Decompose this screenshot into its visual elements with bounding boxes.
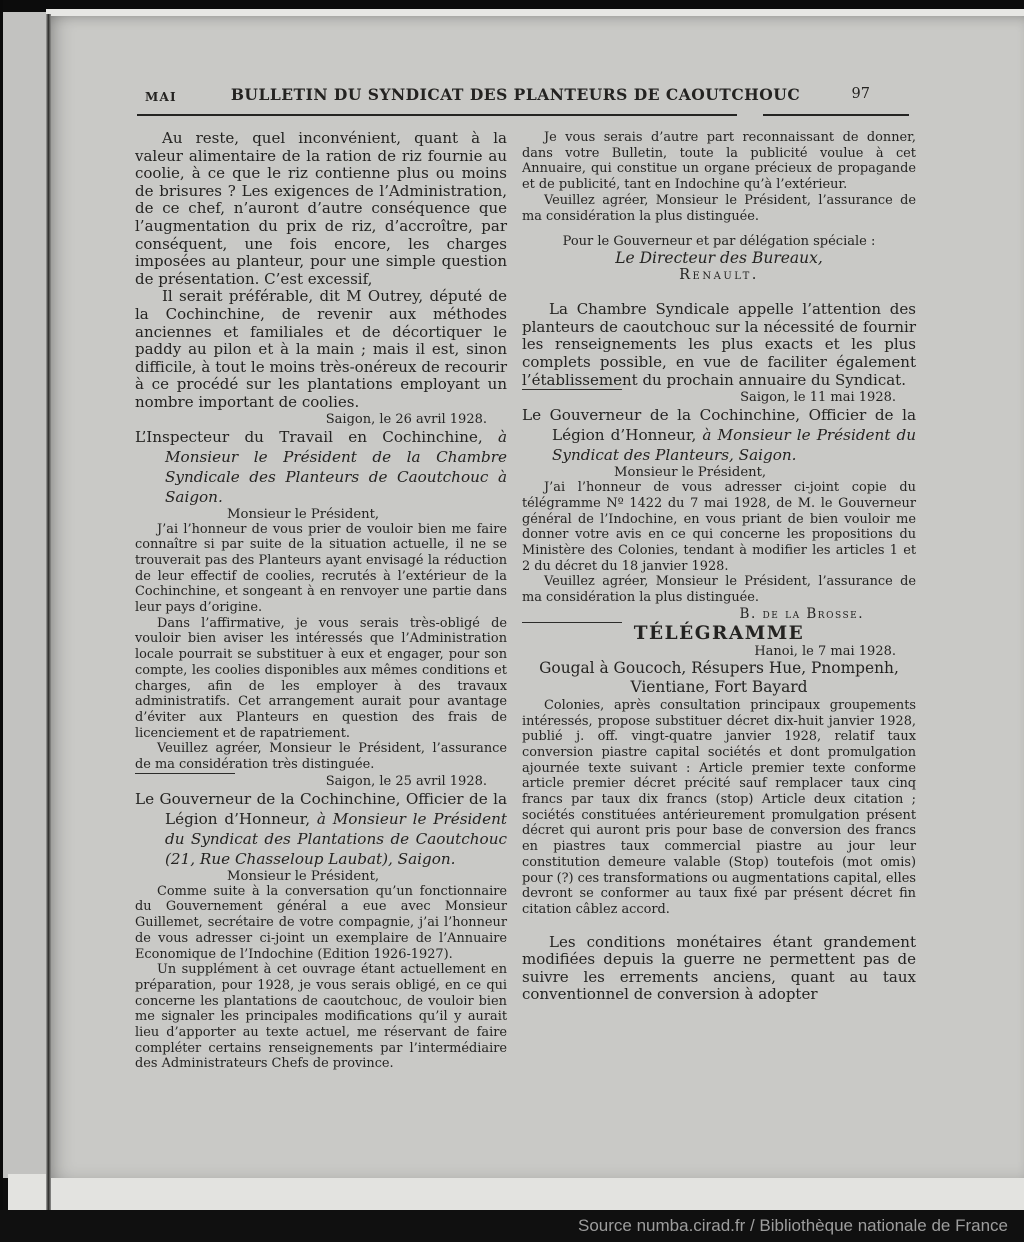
letter-address-heading: [135, 427, 507, 507]
document-page: [51, 16, 1024, 1178]
paragraph: Dans l’affirmative, je vous serais très-obligé de vouloir bien aviser les intéressés que l’Administration locale pourrait se substituer à eux et engager, pour son compte, les coolies disponibles aux mêmes conditions et charges, afin de les employer à des travaux administratifs. Cet arrangement aurait pour avantage d’éviter aux Planteurs en question des frais de licenciement et de rapatriement.: [135, 615, 507, 741]
left-column: [135, 130, 507, 1072]
addressee-italic: à Monsieur le Président du Syndicat des Planteurs, Saigon.: [552, 426, 916, 465]
telegram-recipients: Gougal à Goucoch, Résupers Hue, Pnompenh, Vientiane, Fort Bayard: [539, 658, 899, 697]
journal-title: BULLETIN DU SYNDICAT DES PLANTEURS DE CAOUTCHOUC: [230, 85, 801, 104]
paragraph: Colonies, après consultation principaux groupements intéressés, propose substituer décret dix-huit janvier 1928, publié j. off. vingt-quatre janvier 1928, relatif taux conversion piastre capital sociétés et dont promulgation ajournée texte suivant : Article premier texte conforme article premier décret précité sauf remplacer taux cinq francs par taux dix francs (stop) Article deux citation ; sociétés constituées antérieurement promulgation présent décret qui auront pris pour base de conversion des francs en piastres taux commercial piastre au jour leur constitution demeure valable (Stop) toutefois (mot omis) pour (?) ces transformations ou augmentations capital, elles devront se conformer au taux fixé par présent décret fin citation câblez accord.: [522, 697, 916, 917]
right-column: [522, 130, 916, 1072]
letter-address-heading: [522, 405, 916, 465]
source-attribution: Source numba.cirad.fr / Bibliothèque nationale de France: [578, 1216, 1008, 1235]
paragraph: Les conditions monétaires étant grandement modifiées depuis la guerre ne permettent pas de suivre les errements anciens, quant au taux conventionnel de conversion à adopter: [522, 932, 916, 1004]
paragraph: Il serait préférable, dit M Outrey, député de la Cochinchine, de revenir aux méthodes anciennes et familiales et de décortiquer le paddy au pilon et à la main ; mais il est, sinon difficile, à tout le moins très-onéreux de recourir à ce procédé sur les plantations employant un nombre important de coolies.: [135, 287, 507, 411]
page-header: [135, 82, 916, 122]
signature-role: Le Directeur des Bureaux,: [615, 249, 823, 268]
paragraph: Veuillez agréer, Monsieur le Président, l’assurance de ma considération très distinguée.: [135, 741, 507, 773]
date-line: Saigon, le 11 mai 1928.: [740, 390, 896, 406]
paragraph: Un supplément à cet ouvrage étant actuellement en préparation, pour 1928, je vous serais obligé, en ce qui concerne les plantations de caoutchouc, de vouloir bien me signaler les principales modifications qu’il y aurait lieu d’apporter au texte actuel, me réservant de faire compléter certains renseignements par l’intermédiaire des Administrateurs Chefs de province.: [135, 962, 507, 1072]
salutation: Monsieur le Président,: [227, 868, 380, 884]
sender-roman: Le Gouverneur de la Cochinchine, Officier de la Légion d’Honneur,: [135, 789, 507, 828]
date-line: Saigon, le 25 avril 1928.: [325, 773, 487, 789]
page-content: [135, 16, 916, 1072]
paragraph: Veuillez agréer, Monsieur le Président, l’assurance de ma considération la plus distinguée.: [522, 574, 916, 606]
paragraph: J’ai l’honneur de vous prier de vouloir bien me faire connaître si par suite de la situation actuelle, il ne se trouverait pas des Planteurs ayant envisagé la réduction de leur effectif de coolies, recrutés à l’extérieur de la Cochinchine, et songeant à en renvoyer une partie dans leur pays d’origine.: [135, 521, 507, 616]
signature-name: Renault.: [679, 267, 759, 284]
two-column-text: [135, 130, 916, 1072]
header-rule-long: [137, 114, 737, 116]
paragraph: Je vous serais d’autre part reconnaissant de donner, dans votre Bulletin, toute la publicité voulue à cet Annuaire, qui constitue un organe précieux de propagande et de publicité, tant en Indochine qu’à l’extérieur.: [522, 130, 916, 193]
paragraph: Comme suite à la conversation qu’un fonctionnaire du Gouvernement général a eue avec Monsieur Guillemet, secrétaire de votre compagnie, j’ai l’honneur de vous adresser ci-joint un exemplaire de l’Annuaire Economique de l’Indochine (Edition 1926-1927).: [135, 883, 507, 962]
scan-bottom-margin: [8, 1174, 1024, 1210]
paragraph: J’ai l’honneur de vous adresser ci-joint copie du télégramme Nº 1422 du 7 mai 1928, de M. le Gouverneur général de l’Indochine, en vous priant de bien vouloir me donner votre avis en ce qui concerne les propositions du Ministère des Colonies, tendant à modifier les articles 1 et 2 du décret du 18 janvier 1928.: [522, 480, 916, 574]
header-month: MAI: [145, 90, 177, 104]
source-footer-bar: [0, 1210, 1024, 1242]
adjacent-page-edge: [3, 12, 47, 1178]
sender-roman: Le Gouverneur de la Cochinchine, Officier de la Légion d’Honneur,: [522, 406, 916, 445]
addressee-italic: à Monsieur le Président du Syndicat des Plantations de Caoutchouc (21, Rue Chasseloup Laubat), Saigon.: [165, 809, 507, 868]
scan-top-margin: [46, 9, 1024, 16]
sender-roman: L’Inspecteur du Travail en Cochinchine,: [135, 427, 498, 446]
signature-intro: Pour le Gouverneur et par délégation spéciale :: [562, 234, 876, 250]
date-line: Saigon, le 26 avril 1928.: [325, 411, 487, 427]
salutation: Monsieur le Président,: [614, 465, 767, 481]
date-line: Hanoi, le 7 mai 1928.: [754, 643, 896, 659]
page-number: 97: [851, 86, 870, 102]
letter-address-heading: [135, 789, 507, 869]
paragraph: Au reste, quel inconvénient, quant à la valeur alimentaire de la ration de riz fournie au coolie, à ce que le riz contienne plus ou moins de brisures ? Les exigences de l’Administration, de ce chef, n’auront d’autre conséquence que l’augmentation du prix de riz, d’accroître, par conséquent, une fois encore, les charges imposées au planteur, pour une simple question de présentation. C’est excessif,: [135, 129, 507, 288]
salutation: Monsieur le Président,: [227, 506, 380, 522]
signature-name: B. de la Brosse.: [739, 605, 864, 622]
scan-left-edge: [0, 0, 3, 1210]
paragraph: Veuillez agréer, Monsieur le Président, l’assurance de ma considération la plus distinguée.: [522, 192, 916, 224]
binding-fold-line: [46, 14, 51, 1210]
paragraph: La Chambre Syndicale appelle l’attention des planteurs de caoutchouc sur la nécessité de fournir les renseignements les plus exacts et les plus complets possible, en vue de faciliter également l’établissement du prochain annuaire du Syndicat.: [522, 300, 916, 389]
addressee-italic: à Monsieur le Président de la Chambre Syndicale des Planteurs de Caoutchouc à Saigon.: [165, 427, 507, 506]
header-rule-short: [763, 114, 909, 116]
telegram-heading: TÉLÉGRAMME: [633, 622, 805, 644]
